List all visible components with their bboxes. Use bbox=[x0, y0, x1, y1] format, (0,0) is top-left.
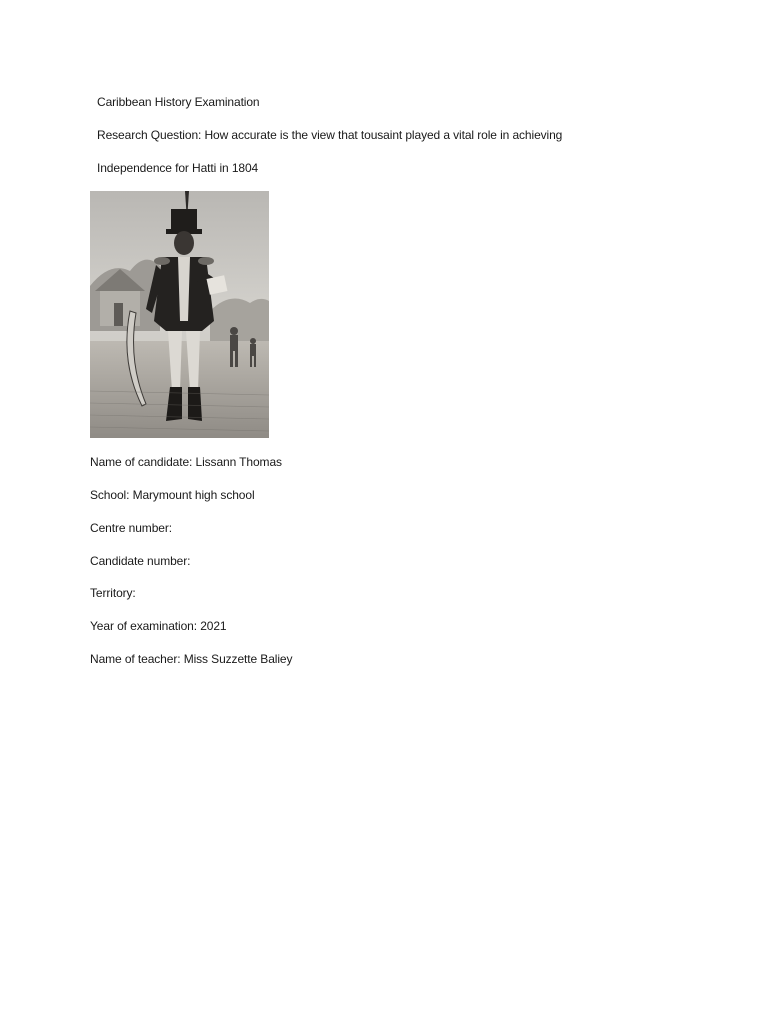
field-value: Marymount high school bbox=[132, 488, 255, 502]
field-label: Candidate number: bbox=[90, 554, 191, 568]
field-value: Lissann Thomas bbox=[195, 455, 282, 469]
field-label: Territory: bbox=[90, 586, 136, 600]
research-question-line-2: Independence for Hatti in 1804 bbox=[97, 161, 259, 175]
field-candidate-number bbox=[90, 553, 190, 569]
field-value: Miss Suzzette Baliey bbox=[183, 652, 293, 666]
field-label: Name of teacher: bbox=[90, 652, 181, 666]
portrait-engraving bbox=[90, 191, 269, 438]
document-title: Caribbean History Examination bbox=[97, 95, 260, 109]
field-centre-number bbox=[90, 520, 172, 536]
field-school bbox=[90, 487, 255, 503]
field-candidate-name bbox=[90, 454, 282, 470]
field-label: Name of candidate: bbox=[90, 455, 193, 469]
field-label: Centre number: bbox=[90, 521, 172, 535]
field-label: Year of examination: bbox=[90, 619, 197, 633]
field-label: School: bbox=[90, 488, 130, 502]
field-territory bbox=[90, 585, 136, 601]
field-value: 2021 bbox=[200, 619, 227, 633]
field-year-of-examination bbox=[90, 618, 227, 634]
field-teacher-name bbox=[90, 651, 292, 667]
research-question-line-1: Research Question: How accurate is the view that tousaint played a vital role in achieving bbox=[97, 128, 563, 142]
